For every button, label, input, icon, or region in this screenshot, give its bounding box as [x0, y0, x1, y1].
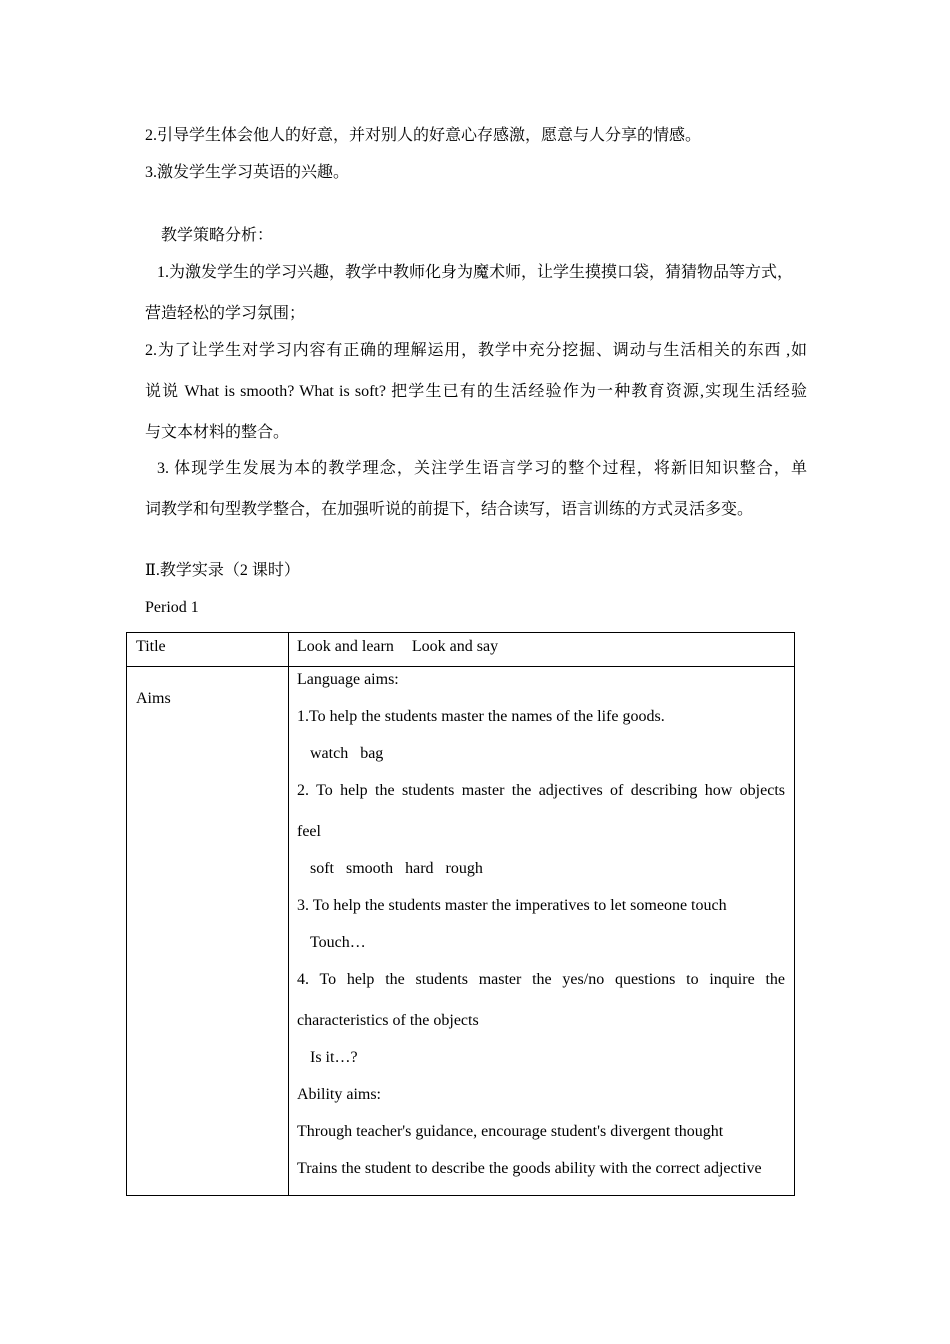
- title-value: [289, 633, 794, 666]
- strategy-p3-line1: 3. 体现学生发展为本的教学理念，关注学生语言学习的整个过程，将新旧知识整合，单: [157, 460, 807, 477]
- strategy-p2-line2: 说说 What is smooth? What is soft? 把学生已有的生活经验作为一种教育资源,实现生活经验: [145, 383, 807, 400]
- strategy-p3-line2: 词教学和句型教学整合，在加强听说的前提下，结合读写，语言训练的方式灵活多变。: [145, 501, 754, 518]
- aims-line-words-1: watch bag: [310, 745, 384, 762]
- aims-line-ability-heading: Ability aims:: [297, 1086, 381, 1103]
- title-label-cell: [127, 633, 289, 667]
- strategy-heading: 教学策略分析：: [161, 227, 274, 244]
- aims-label-cell: [127, 667, 289, 1196]
- aims-line-touch: Touch…: [310, 934, 366, 951]
- strategy-p1-line2: 营造轻松的学习氛围；: [145, 305, 306, 322]
- strategy-p2-line3: 与文本材料的整合。: [145, 424, 290, 441]
- strategy-p2-line1: 2.为了让学生对学习内容有正确的理解运用，教学中充分挖掘、调动与生活相关的东西 ,如: [145, 342, 807, 359]
- aims-line-ability-1: Through teacher's guidance, encourage student's divergent thought: [297, 1123, 724, 1140]
- aims-line-language-heading: Language aims:: [297, 671, 399, 688]
- aims-line-4: 4. To help the students master the yes/no questions to inquire the: [297, 971, 785, 988]
- title-value-cell: [289, 633, 795, 667]
- title-label: Title: [136, 638, 166, 655]
- intro-line-3: 3.激发学生学习英语的兴趣。: [145, 164, 350, 181]
- aims-row: [127, 667, 795, 1196]
- intro-line-2: 2.引导学生体会他人的好意，并对别人的好意心存感激，愿意与人分享的情感。: [145, 127, 702, 144]
- aims-label: Aims: [136, 690, 171, 707]
- title-value-b: Look and say: [411, 638, 499, 655]
- section-heading: Ⅱ.教学实录（2 课时）: [145, 562, 300, 579]
- aims-line-1: 1.To help the students master the names of the life goods.: [297, 708, 665, 725]
- aims-line-2: 2. To help the students master the adjectives of describing how objects: [297, 782, 785, 799]
- aims-line-is-it: Is it…?: [310, 1049, 358, 1066]
- aims-line-ability-2: Trains the student to describe the goods ability with the correct adjective: [297, 1160, 762, 1177]
- aims-line-4-cont: characteristics of the objects: [297, 1012, 479, 1029]
- strategy-p1-line1: 1.为激发学生的学习兴趣，教学中教师化身为魔术师，让学生摸摸口袋，猜猜物品等方式，: [157, 264, 794, 281]
- aims-line-words-2: soft smooth hard rough: [310, 860, 483, 877]
- period-label: Period 1: [145, 599, 199, 616]
- lesson-table: [126, 632, 795, 1196]
- aims-line-3: 3. To help the students master the imperatives to let someone touch: [297, 897, 727, 914]
- aims-line-2-cont: feel: [297, 823, 321, 840]
- aims-content-cell: [289, 667, 795, 1196]
- title-value-a: Look and learn: [297, 638, 394, 655]
- aims-content: [289, 667, 794, 1195]
- title-row: [127, 633, 795, 667]
